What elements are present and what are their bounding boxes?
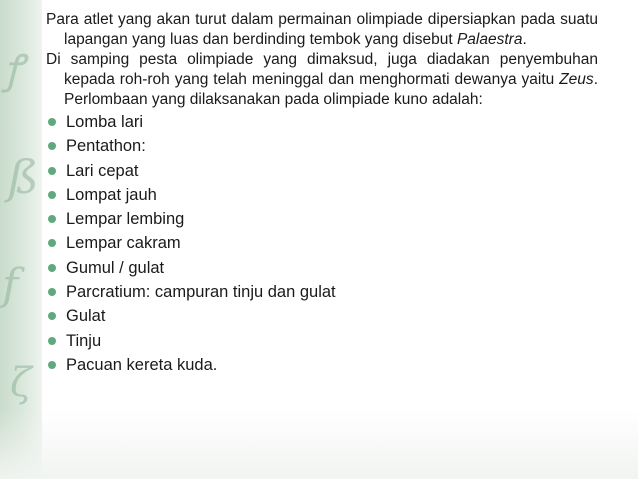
list-item xyxy=(46,159,598,183)
bullet-icon xyxy=(48,288,56,296)
list-item xyxy=(46,353,598,377)
list-item xyxy=(46,207,598,231)
list-item xyxy=(46,231,598,255)
paragraph-text-end: . Perlombaan yang dilaksanakan pada olimpiade kuno adalah: xyxy=(64,71,598,108)
list-item-label: Gumul / gulat xyxy=(66,258,165,277)
bullet-icon xyxy=(48,142,56,150)
competition-list xyxy=(46,110,598,377)
decorative-glyph: ζ xyxy=(10,360,32,406)
bottom-fade xyxy=(0,409,638,479)
list-item-label: Lempar cakram xyxy=(66,234,181,253)
bullet-icon xyxy=(48,167,56,175)
list-item-label: Parcratium: campuran tinju dan gulat xyxy=(66,283,336,302)
list-item-label: Lompat jauh xyxy=(66,185,157,204)
bullet-icon xyxy=(48,264,56,272)
list-item xyxy=(46,183,598,207)
decorative-glyph: ƒ xyxy=(2,260,19,311)
italic-term-palaestra: Palaestra xyxy=(456,31,523,48)
italic-term-zeus: Zeus xyxy=(559,71,594,88)
list-item-label: Gulat xyxy=(66,307,106,326)
list-item xyxy=(46,304,598,328)
bullet-icon xyxy=(48,337,56,345)
list-item xyxy=(46,256,598,280)
list-item-label: Lempar lembing xyxy=(66,210,185,229)
decorative-side-band xyxy=(0,0,42,479)
paragraph-zeus xyxy=(46,50,598,110)
list-item xyxy=(46,329,598,353)
bullet-icon xyxy=(48,215,56,223)
slide-content xyxy=(46,10,598,377)
list-item-label: Lomba lari xyxy=(66,113,144,131)
bullet-icon xyxy=(48,361,56,369)
decorative-glyph: ꝭ xyxy=(4,47,23,93)
list-item-label: Pacuan kereta kuda. xyxy=(66,355,218,374)
list-item-label: Tinju xyxy=(66,331,102,350)
decorative-glyph: ß xyxy=(8,150,39,204)
paragraph-text-end: . xyxy=(522,31,527,48)
list-item xyxy=(46,134,598,158)
paragraph-text: Para atlet yang akan turut dalam permainan olimpiade dipersiapkan pada suatu lapangan yang luas dan berdinding tembok yang disebut xyxy=(46,11,598,48)
bullet-icon xyxy=(48,191,56,199)
list-item-label: Pentathon: xyxy=(66,137,146,156)
bullet-icon xyxy=(48,312,56,320)
paragraph-text: Di samping pesta olimpiade yang dimaksud, juga diadakan penyembuhan kepada roh-roh yang telah meninggal dan menghormati dewanya yaitu xyxy=(46,51,598,88)
bullet-icon xyxy=(48,118,56,126)
list-item xyxy=(46,280,598,304)
bullet-icon xyxy=(48,239,56,247)
list-item-label: Lari cepat xyxy=(66,161,139,180)
paragraph-palaestra xyxy=(46,10,598,50)
list-item xyxy=(46,110,598,134)
